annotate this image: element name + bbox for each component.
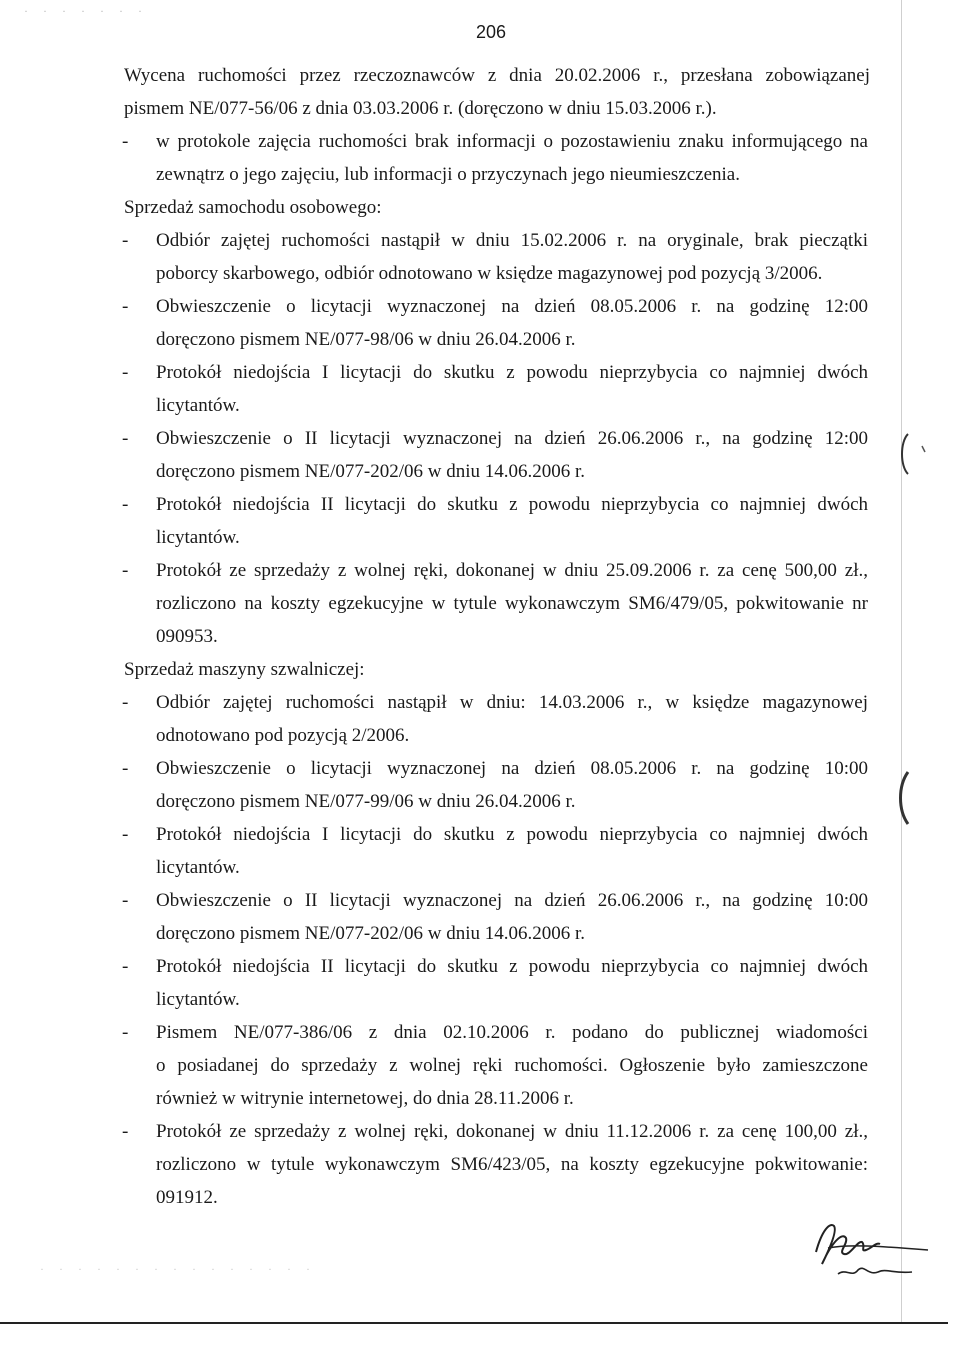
text-line: licytantów. [156,857,240,878]
list-bullet: - [122,1022,129,1043]
text-line: Odbiór zajętej ruchomości nastąpił w dniu 15.02.2006 r. na oryginale, brak pieczątki [156,230,868,251]
list-bullet: - [122,956,129,977]
list-bullet: - [122,692,129,713]
text-line: Protokół ze sprzedaży z wolnej ręki, dokonanej w dniu 25.09.2006 r. za cenę 500,00 zł., [156,560,868,581]
scan-edge-line [901,0,902,1322]
page-bottom-border [0,1322,948,1324]
text-line: odnotowano pod pozycją 2/2006. [156,725,410,746]
list-bullet: - [122,428,129,449]
text-line: w protokole zajęcia ruchomości brak informacji o pozostawieniu znaku informującego na [156,131,868,152]
text-line: Protokół ze sprzedaży z wolnej ręki, dokonanej w dniu 11.12.2006 r. za cenę 100,00 zł., [156,1121,868,1142]
text-line: o posiadanej do sprzedaży z wolnej ręki ruchomości. Ogłoszenie było zamieszczone [156,1055,868,1076]
scan-noise-dots-bottom: · · · · · · · · · · · · · · · [40,1262,316,1276]
list-bullet: - [122,230,129,251]
text-line: pismem NE/077-56/06 z dnia 03.03.2006 r. (doręczono w dniu 15.03.2006 r.). [124,98,717,119]
text-line: Protokół niedojścia II licytacji do skutku z powodu nieprzybycia co najmniej dwóch [156,956,868,977]
text-line: Odbiór zajętej ruchomości nastąpił w dniu: 14.03.2006 r., w księdze magazynowej [156,692,868,713]
list-bullet: - [122,131,129,152]
binder-hole-mark-upper [898,428,928,480]
list-bullet: - [122,890,129,911]
text-line: poborcy skarbowego, odbiór odnotowano w księdze magazynowej pod pozycją 3/2006. [156,263,823,284]
list-bullet: - [122,362,129,383]
text-line: Pismem NE/077-386/06 z dnia 02.10.2006 r. podano do publicznej wiadomości [156,1022,868,1043]
text-line: doręczono pismem NE/077-99/06 w dniu 26.04.2006 r. [156,791,576,812]
list-bullet: - [122,560,129,581]
text-line: licytantów. [156,395,240,416]
page-number: 206 [476,22,507,42]
text-line: zewnątrz o jego zajęciu, lub informacji o przyczynach jego nieumieszczenia. [156,164,740,185]
handwritten-signature [808,1212,938,1292]
text-line: Protokół niedojścia I licytacji do skutku z powodu nieprzybycia co najmniej dwóch [156,824,868,845]
text-line: również w witrynie internetowej, do dnia 28.11.2006 r. [156,1088,574,1109]
text-line: Sprzedaż samochodu osobowego: [124,197,382,218]
text-line: rozliczono w tytule wykonawczym SM6/423/05, na koszty egzekucyjne pokwitowanie: [156,1154,868,1175]
text-line: licytantów. [156,527,240,548]
text-line: doręczono pismem NE/077-202/06 w dniu 14.06.2006 r. [156,461,586,482]
text-line: Obwieszczenie o licytacji wyznaczonej na dzień 08.05.2006 r. na godzinę 12:00 [156,296,868,317]
list-bullet: - [122,758,129,779]
text-line: 091912. [156,1187,218,1208]
list-bullet: - [122,1121,129,1142]
text-line: licytantów. [156,989,240,1010]
text-line: doręczono pismem NE/077-202/06 w dniu 14.06.2006 r. [156,923,586,944]
text-line: Obwieszczenie o II licytacji wyznaczonej na dzień 26.06.2006 r., na godzinę 12:00 [156,428,868,449]
list-bullet: - [122,824,129,845]
text-line: Wycena ruchomości przez rzeczoznawców z dnia 20.02.2006 r., przesłana zobowiązanej [124,65,870,86]
text-line: Obwieszczenie o II licytacji wyznaczonej na dzień 26.06.2006 r., na godzinę 10:00 [156,890,868,911]
list-bullet: - [122,494,129,515]
text-line: Protokół niedojścia I licytacji do skutku z powodu nieprzybycia co najmniej dwóch [156,362,868,383]
scan-noise-dots: · · · · · · · [24,4,148,18]
text-line: Protokół niedojścia II licytacji do skutku z powodu nieprzybycia co najmniej dwóch [156,494,868,515]
binder-hole-mark-lower [898,768,928,828]
text-line: rozliczono na koszty egzekucyjne w tytule wykonawczym SM6/479/05, pokwitowanie nr [156,593,868,614]
text-line: Sprzedaż maszyny szwalniczej: [124,659,365,680]
text-line: Obwieszczenie o licytacji wyznaczonej na dzień 08.05.2006 r. na godzinę 10:00 [156,758,868,779]
text-line: doręczono pismem NE/077-98/06 w dniu 26.04.2006 r. [156,329,576,350]
list-bullet: - [122,296,129,317]
text-line: 090953. [156,626,218,647]
